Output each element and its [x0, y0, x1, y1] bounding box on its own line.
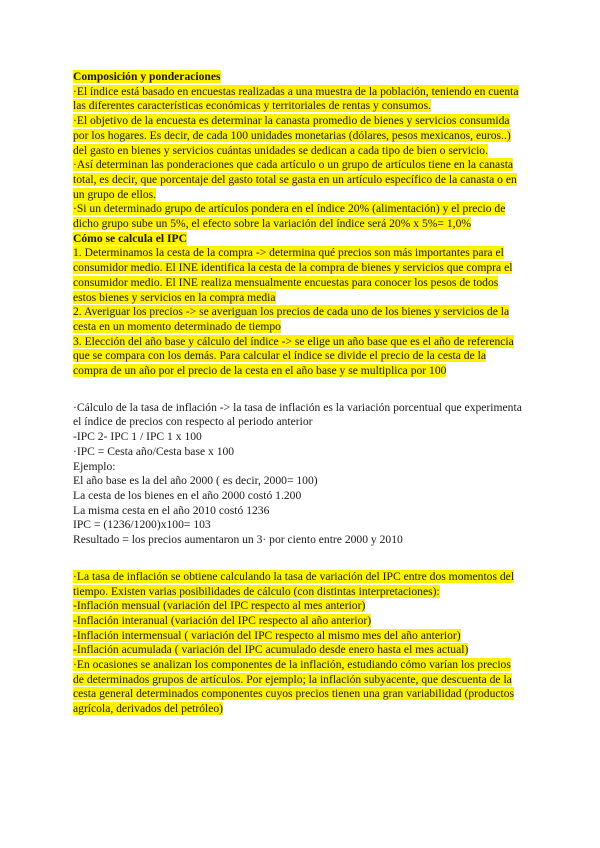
list-item-intermensual-text: -Inflación intermensual ( variación del IPC respecto al mismo mes del año anterior)	[73, 628, 461, 642]
paragraph-componentes-text: ·En ocasiones se analizan los componentes de la inflación, estudiando cómo varían los precios de determinados grupos de artículos. Por ejemplo; la inflación subyacente, que descuenta de la cesta general determinados componentes cuyos precios tienen una gran variabilidad (productos agrícola, derivados del petróleo)	[73, 658, 515, 716]
list-item-mensual	[73, 599, 523, 614]
step-3	[73, 335, 523, 379]
paragraph-objetivo	[73, 114, 523, 158]
paragraph-muestra-text: ·El índice está basado en encuestas realizadas a una muestra de la población, teniendo en cuenta las diferentes características económicas y territoriales de rentas y consumos.	[73, 84, 519, 113]
list-item-mensual-text: -Inflación mensual (variación del IPC respecto al mes anterior)	[73, 599, 366, 613]
step-2-text: 2. Averiguar los precios -> se averiguan los precios de cada uno de los bienes y servicios de la cesta en un momento determinado de tiempo	[73, 305, 510, 333]
paragraph-variacion-text: ·La tasa de inflación se obtiene calculando la tasa de variación del IPC entre dos momentos del tiempo. Existen varias posibilidades de cálculo (con distintas interpretaciones):	[73, 569, 515, 598]
example-line-1: El año base es la del año 2000 ( es decir, 2000= 100)	[73, 474, 318, 488]
example-line-3: La misma cesta en el año 2010 costó 1236	[73, 503, 270, 517]
paragraph-ejemplo-ponderacion	[73, 202, 523, 231]
paragraph-ejemplo-ponderacion-text: ·Si un determinado grupo de artículos pondera en el índice 20% (alimentación) y el precio de dicho grupo sube un 5%, el efecto sobre la variación del índice será 20% x 5%= 1,0%	[73, 202, 506, 231]
example-line-2: La cesta de los bienes en el año 2000 costó 1.200	[73, 488, 302, 502]
paragraph-objetivo-text: ·El objetivo de la encuesta es determinar la canasta promedio de bienes y servicios consumida por los hogares. Es decir, de cada 100 unidades monetarias (dólares, pesos mexicanos, euros..) del gasto en bienes y servicios cuántas unidades se dedican a cada tipo de bien o servicio.	[73, 114, 511, 157]
paragraph-tasa-inflacion: ·Cálculo de la tasa de inflación -> la tasa de inflación es la variación porcentual que experimenta el índice de precios con respecto al periodo anterior	[73, 400, 522, 429]
example-label: Ejemplo:	[73, 459, 116, 473]
step-1-text: 1. Determinamos la cesta de la compra -> determina qué precios son más importantes para el consumidor medio. El INE identifica la cesta de la compra de bienes y servicios que compra el consumidor medio. El INE realiza mensualmente encuestas para conocer los pesos de todos estos bienes y servicios en la compra media	[73, 246, 513, 304]
section-composicion	[73, 70, 523, 85]
step-3-text: 3. Elección del año base y cálculo del índice -> se elige un año base que es el año de referencia que se compara con los demás. Para calcular el índice se divide el precio de la cesta de la compra de un año por el precio de la cesta en el año base y se multiplica por 100	[73, 334, 514, 378]
list-item-acumulada	[73, 643, 523, 658]
spacer	[73, 548, 523, 570]
heading-calculo: Cómo se calcula el IPC	[73, 231, 187, 245]
step-2	[73, 305, 523, 334]
formula-line-2: ·IPC = Cesta año/Cesta base x 100	[73, 444, 235, 458]
heading-composicion: Composición y ponderaciones	[73, 70, 221, 83]
paragraph-ponderaciones-text: ·Así determinan las ponderaciones que cada artículo o un grupo de artículos tiene en la canasta total, es decir, que porcentaje del gasto total se gasta en un artículo específico de la canasta o en un grupo de ellos.	[73, 158, 517, 201]
paragraph-ponderaciones	[73, 158, 523, 202]
list-item-interanual-text: -Inflación interanual (variación del IPC respecto al año anterior)	[73, 613, 372, 627]
paragraph-componentes	[73, 658, 523, 717]
example-line-4: IPC = (1236/1200)x100= 103	[73, 518, 211, 532]
step-1	[73, 246, 523, 305]
list-item-acumulada-text: -Inflación acumulada ( variación del IPC acumulado desde enero hasta el mes actual)	[73, 643, 469, 657]
formula-line-1: -IPC 2- IPC 1 / IPC 1 x 100	[73, 430, 202, 444]
paragraph-variacion	[73, 570, 523, 599]
paragraph-muestra	[73, 85, 523, 114]
document-page	[73, 70, 523, 717]
list-item-intermensual	[73, 629, 523, 644]
section-calculo	[73, 232, 523, 247]
spacer	[73, 379, 523, 401]
list-item-interanual	[73, 614, 523, 629]
example-result: Resultado = los precios aumentaron un 3· por ciento entre 2000 y 2010	[73, 533, 403, 547]
